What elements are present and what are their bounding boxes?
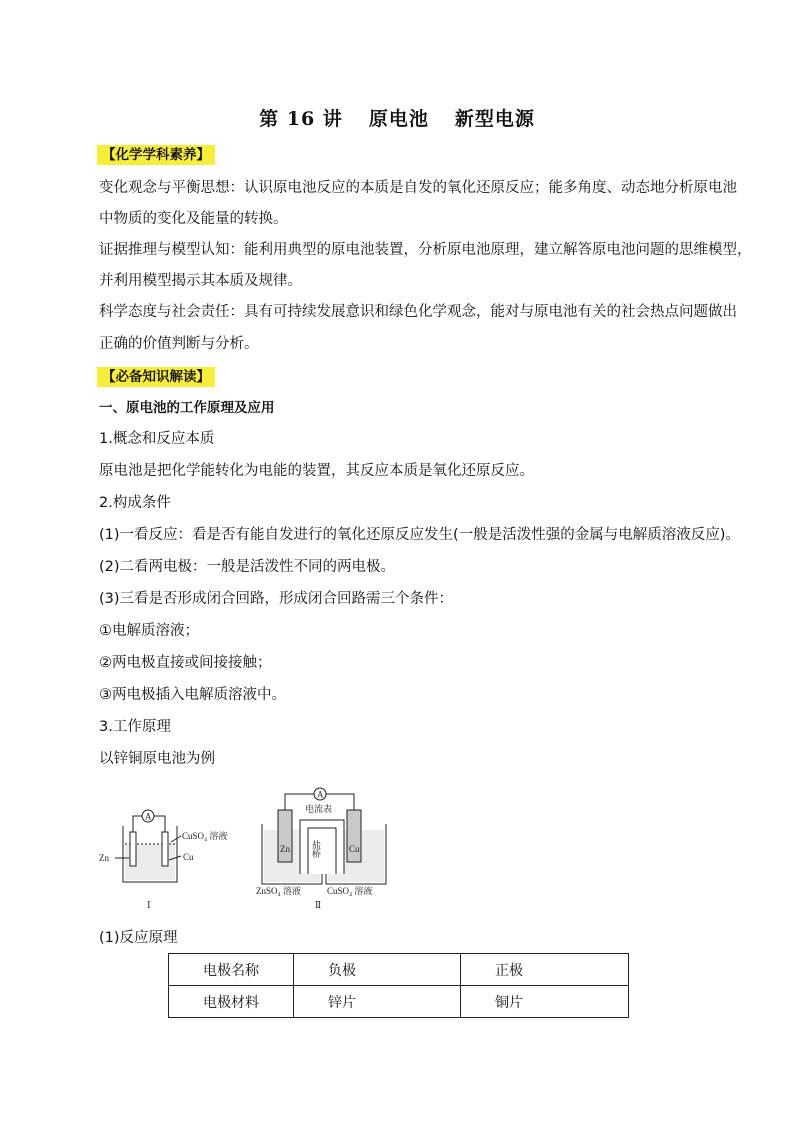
cell-diagram-1 [99,810,227,910]
condition-3: (3)三看是否形成闭合回路，形成闭合回路需三个条件： [99,591,454,607]
cell1-solution-leader [171,836,181,842]
condition-3b: ②两电极直接或间接接触； [99,655,272,671]
literacy-p2-line2: 并利用模型揭示其本质及规律。 [99,273,302,289]
cell2-zn-label: Zn [280,844,290,854]
electrode-table [168,953,629,1018]
cell2-left-solution-label: ZnSO₄ 溶液 [256,886,301,896]
subsection-1-title: 1.概念和反应本质 [99,431,215,447]
cell1-solution-label: CuSO₄ 溶液 [182,831,228,841]
fig1-label: Ⅰ [147,900,151,910]
cell2-ammeter-label: A [317,789,324,800]
literacy-tag: 【化学学科素养】 [97,145,215,165]
fig2-label: Ⅱ [315,900,322,910]
title-lecture: 第 16 讲 [259,108,343,130]
cell2-cu-label: Cu [349,844,360,854]
condition-3c: ③两电极插入电解质溶液中。 [99,687,286,703]
condition-1: (1)一看反应：看是否有能自发进行的氧化还原反应发生(一般是活泼性强的金属与电解质溶液反应)。 [99,527,740,543]
cell1-zn-label: Zn [99,853,109,863]
subsection-1-text: 原电池是把化学能转化为电能的装置，其反应本质是氧化还原反应。 [99,463,534,479]
page-title [0,104,794,131]
subsection-2-title: 2.构成条件 [99,495,171,511]
cell1-zn-electrode [130,832,136,866]
table-cell: 电极名称 [169,954,294,986]
cell-diagram-2 [256,788,386,910]
table-cell: 铜片 [461,986,629,1018]
table-cell: 负极 [294,954,461,986]
galvanic-cell-figure [95,782,395,914]
literacy-p1-line1: 变化观念与平衡思想：认识原电池反应的本质是自发的氧化还原反应；能多角度、动态地分析原电池 [99,180,737,196]
table-row [169,954,629,986]
literacy-p2-line1: 证据推理与模型认知：能利用典型的原电池装置，分析原电池原理，建立解答原电池问题的思维模型， [99,242,752,258]
literacy-p1-line2: 中物质的变化及能量的转换。 [99,211,288,227]
literacy-p3-line2: 正确的价值判断与分析。 [99,336,259,352]
cell1-ammeter-label: A [145,811,152,822]
table-cell: 锌片 [294,986,461,1018]
title-subtopic: 新型电源 [454,108,535,130]
condition-3a: ①电解质溶液； [99,623,199,639]
cell2-bridge-label: 盐桥 [311,840,321,858]
section-heading: 一、原电池的工作原理及应用 [99,400,275,416]
cell2-zn-electrode [278,810,292,862]
cell1-cu-electrode [162,832,168,866]
subsection-3-title: 3.工作原理 [99,719,171,735]
knowledge-tag: 【必备知识解读】 [97,367,215,387]
cell2-meter-label: 电流表 [305,804,333,814]
cell1-cu-label: Cu [183,852,194,862]
cell2-cu-electrode [347,810,361,862]
reaction-heading: (1)反应原理 [99,930,178,946]
table-row [169,986,629,1018]
table-cell: 电极材料 [169,986,294,1018]
table-cell: 正极 [461,954,629,986]
cell2-salt-bridge [300,820,344,874]
condition-2: (2)二看两电极：一般是活泼性不同的两电极。 [99,559,396,575]
subsection-3-example: 以锌铜原电池为例 [99,751,215,767]
cell2-right-solution-label: CuSO₄ 溶液 [327,886,373,896]
literacy-p3-line1: 科学态度与社会责任：具有可持续发展意识和绿色化学观念，能对与原电池有关的社会热点问题做出 [99,304,737,320]
title-topic: 原电池 [368,108,429,130]
